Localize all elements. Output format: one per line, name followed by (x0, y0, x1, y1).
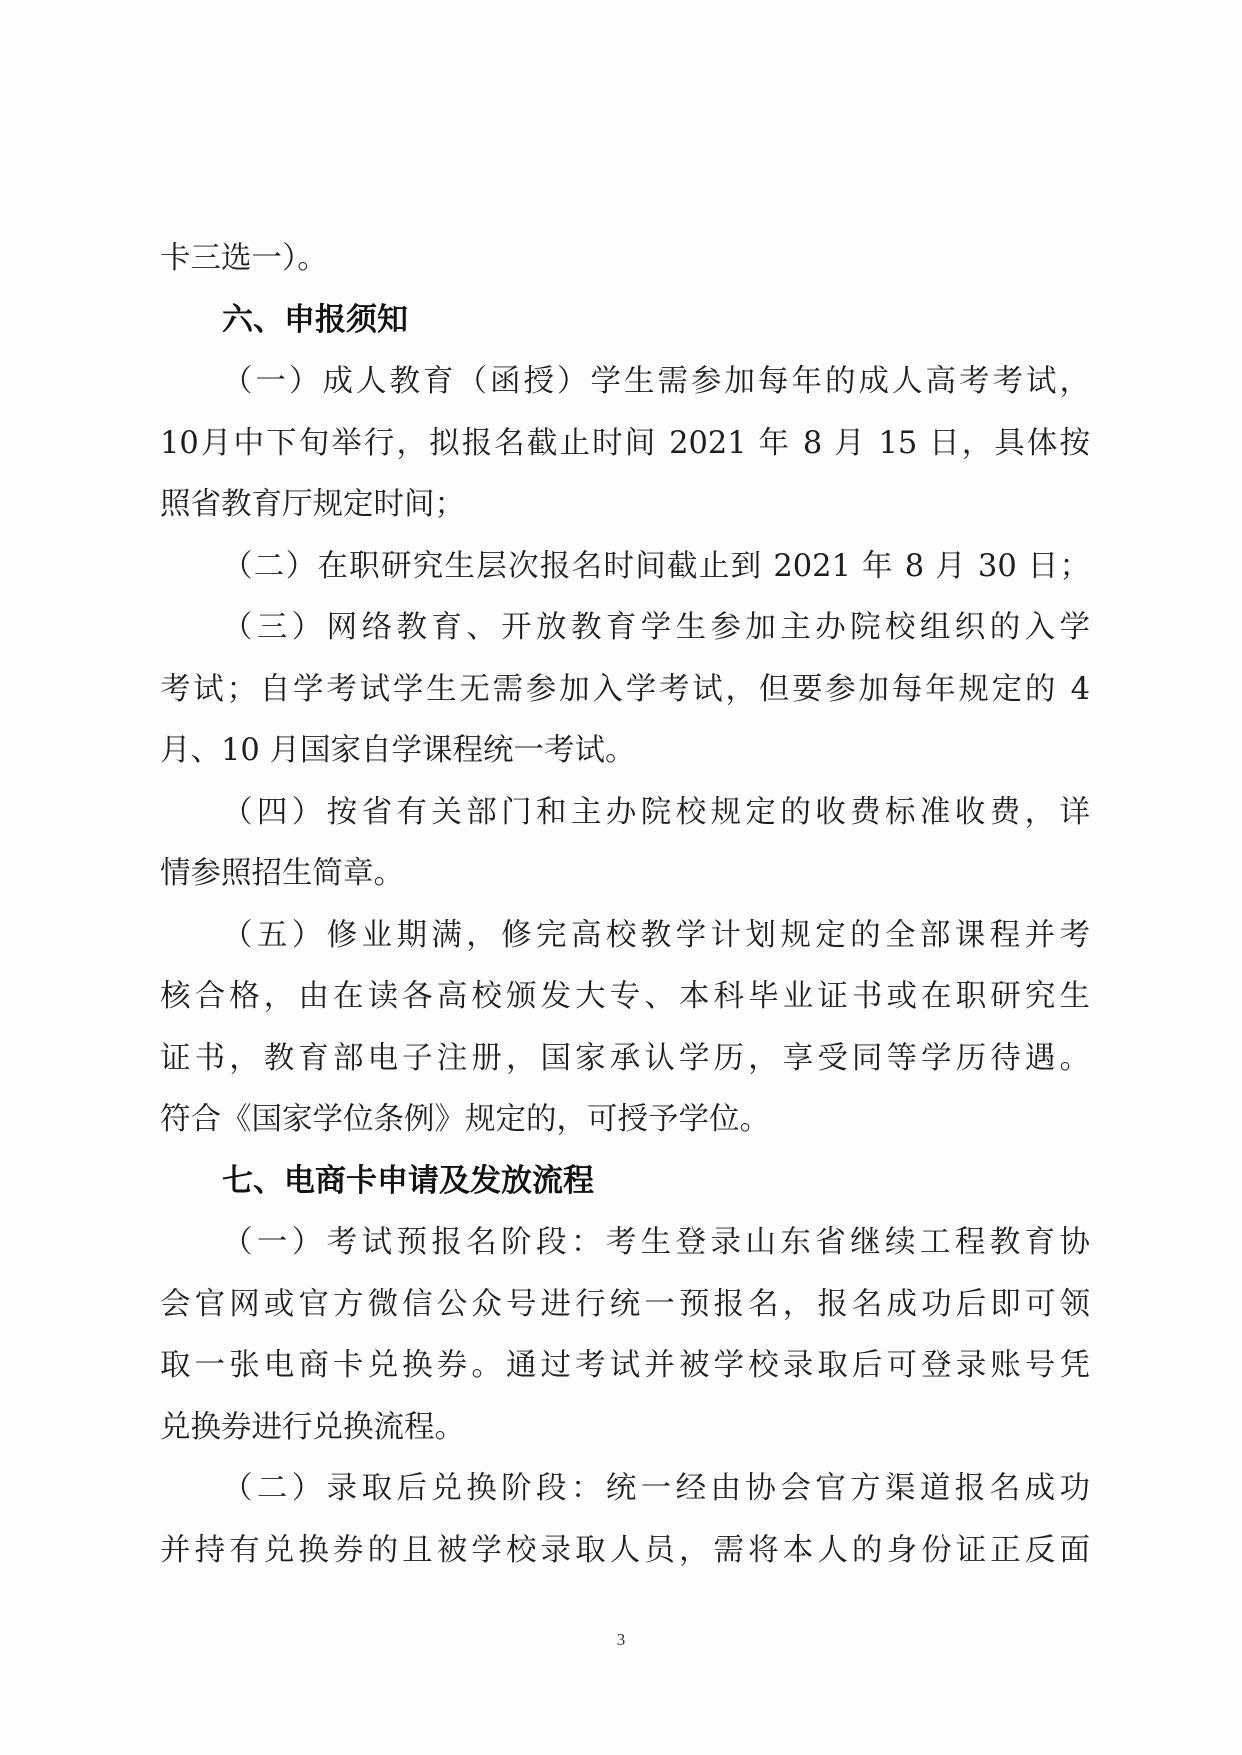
section-heading-6: 六、申报须知 (222, 301, 408, 338)
paragraph-line: （二）在职研究生层次报名时间截止到 2021 年 8 月 30 日； (222, 548, 1090, 584)
paragraph-line: 会官网或官方微信公众号进行统一预报名，报名成功后即可领 (160, 1286, 1090, 1322)
paragraph-line: 证书，教育部电子注册，国家承认学历，享受同等学历待遇。 (160, 1040, 1090, 1076)
paragraph-line: （一）考试预报名阶段：考生登录山东省继续工程教育协 (222, 1225, 1090, 1260)
paragraph-line: 兑换券进行兑换流程。 (160, 1409, 465, 1445)
paragraph-line: 月、10 月国家自学课程统一考试。 (160, 733, 636, 768)
paragraph-line: （二）录取后兑换阶段：统一经由协会官方渠道报名成功 (222, 1471, 1090, 1506)
paragraph-line: （三）网络教育、开放教育学生参加主办院校组织的入学 (222, 610, 1090, 645)
paragraph-line: 卡三选一）。 (160, 241, 328, 276)
paragraph-line: （四）按省有关部门和主办院校规定的收费标准收费，详 (222, 794, 1090, 830)
section-heading-7: 七、电商卡申请及发放流程 (222, 1162, 594, 1199)
paragraph-line: 考试；自学考试学生无需参加入学考试，但要参加每年规定的 4 (160, 671, 1090, 707)
page-number: 3 (616, 1630, 626, 1649)
paragraph-line: （五）修业期满，修完高校教学计划规定的全部课程并考 (222, 917, 1090, 953)
paragraph-line: 照省教育厅规定时间； (160, 487, 465, 522)
paragraph-line: （一）成人教育（函授）学生需参加每年的成人高考考试， (222, 364, 1090, 399)
paragraph-line: 符合《国家学位条例》规定的，可授予学位。 (160, 1102, 770, 1137)
paragraph-line: 并持有兑换券的且被学校录取人员，需将本人的身份证正反面 (160, 1532, 1090, 1568)
body-text (160, 228, 1090, 1581)
paragraph-line: 10月中下旬举行，拟报名截止时间 2021 年 8 月 15 日，具体按 (160, 425, 1090, 461)
paragraph-line: 核合格，由在读各高校颁发大专、本科毕业证书或在职研究生 (160, 979, 1090, 1014)
paragraph-line: 取一张电商卡兑换券。通过考试并被学校录取后可登录账号凭 (160, 1348, 1090, 1383)
paragraph-line: 情参照招生简章。 (160, 856, 404, 891)
